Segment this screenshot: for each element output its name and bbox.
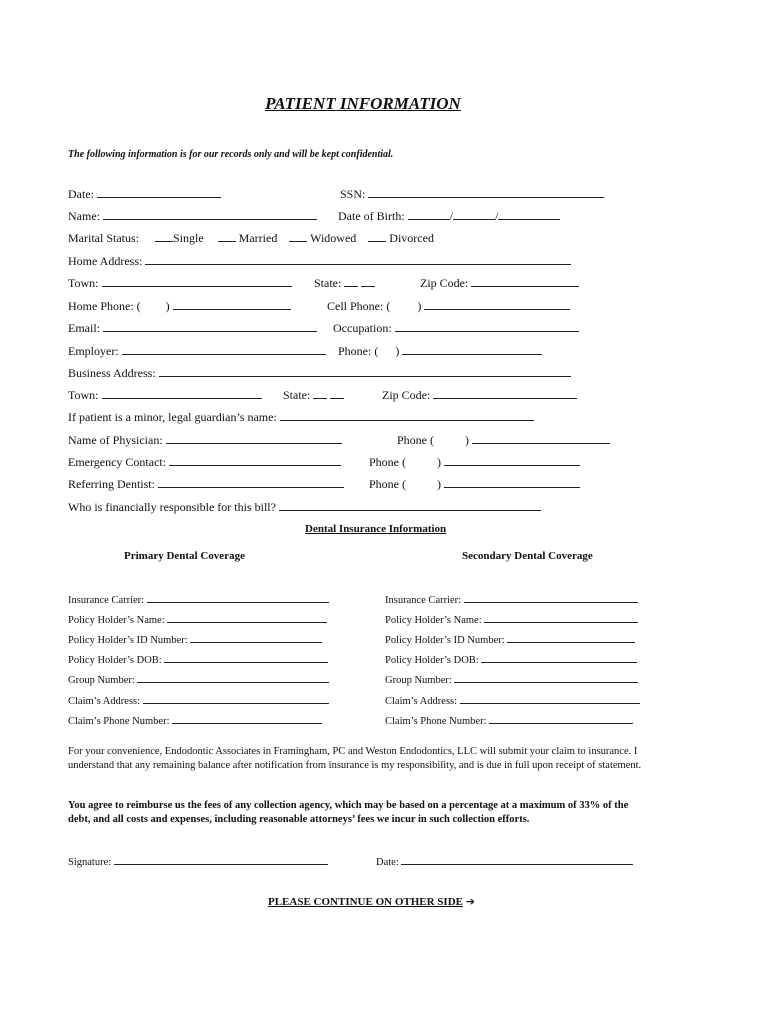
continue-note xyxy=(268,895,475,908)
town-label: Town: xyxy=(68,276,99,290)
primary-holder-name-field xyxy=(68,612,327,626)
claims-address-label: Claim’s Address: xyxy=(68,696,141,707)
dob-separator: / xyxy=(495,209,499,223)
secondary-claims-phone-input[interactable] xyxy=(489,713,633,724)
divorced-option: Divorced xyxy=(389,231,434,245)
paren-close: ) xyxy=(437,455,441,469)
primary-holder-id-field xyxy=(68,632,322,646)
business-zip-input[interactable] xyxy=(433,388,577,399)
physician-field xyxy=(68,433,342,448)
primary-carrier-field xyxy=(68,592,329,606)
widowed-option: Widowed xyxy=(310,231,357,245)
name-field xyxy=(68,209,317,224)
holder-name-label: Policy Holder’s Name: xyxy=(68,615,165,626)
state-label: State: xyxy=(314,276,342,290)
cell-phone-label: Cell Phone: ( xyxy=(327,299,391,313)
home-phone-input[interactable] xyxy=(173,299,291,310)
right-arrow-icon: ➔ xyxy=(465,895,475,908)
secondary-holder-dob-input[interactable] xyxy=(481,652,637,663)
married-checkbox[interactable] xyxy=(218,231,236,242)
page-title: PATIENT INFORMATION xyxy=(265,94,461,113)
state-field xyxy=(314,276,375,291)
holder-dob-label: Policy Holder’s DOB: xyxy=(68,655,162,666)
signature-date-input[interactable] xyxy=(401,854,633,865)
carrier-label: Insurance Carrier: xyxy=(68,595,145,606)
zip-field xyxy=(420,276,579,291)
business-state-input-1[interactable] xyxy=(313,388,327,399)
paren-close: ) xyxy=(417,299,422,313)
employer-field xyxy=(68,344,326,359)
emergency-input[interactable] xyxy=(169,455,341,466)
business-zip-label: Zip Code: xyxy=(382,388,431,402)
ssn-label: SSN: xyxy=(340,187,366,201)
employer-phone-field xyxy=(338,344,542,359)
guardian-label: If patient is a minor, legal guardian’s name: xyxy=(68,410,277,424)
primary-coverage-heading: Primary Dental Coverage xyxy=(124,550,245,562)
dob-label: Date of Birth: xyxy=(338,209,405,223)
referring-label: Referring Dentist: xyxy=(68,477,155,491)
state-input-2[interactable] xyxy=(361,276,375,287)
claims-phone-label: Claim’s Phone Number: xyxy=(385,716,487,727)
business-state-field xyxy=(283,388,344,403)
holder-dob-label: Policy Holder’s DOB: xyxy=(385,655,479,666)
referring-phone-input[interactable] xyxy=(444,477,580,488)
insurance-heading: Dental Insurance Information xyxy=(305,523,447,535)
secondary-holder-name-field xyxy=(385,612,638,626)
business-state-input-2[interactable] xyxy=(330,388,344,399)
email-field xyxy=(68,321,317,336)
secondary-holder-name-input[interactable] xyxy=(484,612,638,623)
state-input-1[interactable] xyxy=(344,276,358,287)
physician-phone-label: Phone ( xyxy=(397,433,434,447)
date-input[interactable] xyxy=(97,187,221,198)
town-field xyxy=(68,276,292,291)
emergency-label: Emergency Contact: xyxy=(68,455,167,469)
emergency-field xyxy=(68,455,341,470)
financial-input[interactable] xyxy=(279,500,541,511)
referring-input[interactable] xyxy=(158,477,344,488)
business-address-input[interactable] xyxy=(159,366,571,377)
emergency-phone-input[interactable] xyxy=(444,455,580,466)
signature-field xyxy=(68,854,328,868)
secondary-carrier-field xyxy=(385,592,638,606)
paren-close: ) xyxy=(165,299,170,313)
physician-label: Name of Physician: xyxy=(68,433,163,447)
home-phone-label: Home Phone: ( xyxy=(68,299,141,313)
primary-carrier-input[interactable] xyxy=(147,592,329,603)
single-checkbox[interactable] xyxy=(155,231,173,242)
zip-label: Zip Code: xyxy=(420,276,469,290)
convenience-paragraph: For your convenience, Endodontic Associates in Framingham, PC and Weston Endodontics, LLC will submit your claim to insurance. I understand that any remaining balance after notification from insurance is my responsibility, and is due in full upon receipt of statement. xyxy=(68,746,642,771)
secondary-holder-dob-field xyxy=(385,652,637,666)
secondary-claims-phone-field xyxy=(385,713,633,727)
business-state-label: State: xyxy=(283,388,311,402)
ssn-field xyxy=(340,187,604,202)
secondary-claims-address-input[interactable] xyxy=(460,693,640,704)
secondary-group-field xyxy=(385,672,638,686)
name-label: Name: xyxy=(68,209,100,223)
home-address-label: Home Address: xyxy=(68,254,143,268)
group-label: Group Number: xyxy=(68,675,135,686)
primary-holder-name-input[interactable] xyxy=(167,612,327,623)
business-town-input[interactable] xyxy=(102,388,262,399)
date-field xyxy=(68,187,221,202)
divorced-checkbox[interactable] xyxy=(368,231,386,242)
employer-phone-input[interactable] xyxy=(402,344,542,355)
widowed-checkbox[interactable] xyxy=(289,231,307,242)
holder-name-label: Policy Holder’s Name: xyxy=(385,615,482,626)
occupation-label: Occupation: xyxy=(333,321,392,335)
home-phone-field xyxy=(68,299,291,314)
name-input[interactable] xyxy=(103,209,317,220)
dob-year-input[interactable] xyxy=(498,209,560,220)
town-input[interactable] xyxy=(102,276,292,287)
collection-paragraph: You agree to reimburse us the fees of any collection agency, which may be based on a percentage at a maximum of 33% of the debt, and all costs and expenses, including reasonable attorneys’ fees we incur in such collection efforts. xyxy=(68,800,629,825)
cell-phone-input[interactable] xyxy=(424,299,570,310)
primary-group-field xyxy=(68,672,329,686)
paren-close: ) xyxy=(437,477,441,491)
carrier-label: Insurance Carrier: xyxy=(385,595,462,606)
secondary-carrier-input[interactable] xyxy=(464,592,638,603)
primary-holder-dob-field xyxy=(68,652,328,666)
group-label: Group Number: xyxy=(385,675,452,686)
primary-claims-address-input[interactable] xyxy=(143,693,329,704)
referring-phone-label: Phone ( xyxy=(369,477,406,491)
business-town-field xyxy=(68,388,262,403)
cell-phone-field xyxy=(327,299,570,314)
primary-claims-address-field xyxy=(68,693,329,707)
dob-field xyxy=(338,209,560,224)
primary-claims-phone-field xyxy=(68,713,322,727)
email-input[interactable] xyxy=(103,321,317,332)
primary-holder-dob-input[interactable] xyxy=(164,652,328,663)
primary-group-input[interactable] xyxy=(137,672,329,683)
dob-separator: / xyxy=(449,209,453,223)
email-label: Email: xyxy=(68,321,100,335)
business-zip-field xyxy=(382,388,577,403)
primary-claims-phone-input[interactable] xyxy=(172,713,322,724)
financial-field xyxy=(68,500,541,515)
emergency-phone-label: Phone ( xyxy=(369,455,406,469)
referring-field xyxy=(68,477,344,492)
dob-month-input[interactable] xyxy=(408,209,450,220)
secondary-holder-id-field xyxy=(385,632,635,646)
employer-phone-label: Phone: ( xyxy=(338,344,379,358)
primary-holder-id-input[interactable] xyxy=(190,632,322,643)
continue-text: PLEASE CONTINUE ON OTHER SIDE xyxy=(268,896,463,908)
business-address-label: Business Address: xyxy=(68,366,156,380)
zip-input[interactable] xyxy=(471,276,579,287)
guardian-field xyxy=(68,410,534,425)
business-address-field xyxy=(68,366,571,381)
physician-phone-input[interactable] xyxy=(472,433,610,444)
physician-input[interactable] xyxy=(166,433,342,444)
signature-input[interactable] xyxy=(114,854,328,865)
employer-label: Employer: xyxy=(68,344,119,358)
home-address-input[interactable] xyxy=(145,254,571,265)
claims-address-label: Claim’s Address: xyxy=(385,696,458,707)
holder-id-label: Policy Holder’s ID Number: xyxy=(68,635,188,646)
secondary-holder-id-input[interactable] xyxy=(507,632,635,643)
signature-date-label: Date: xyxy=(376,857,399,868)
married-option: Married xyxy=(238,231,278,245)
confidential-note: The following information is for our records only and will be kept confidential. xyxy=(68,149,394,160)
dob-day-input[interactable] xyxy=(453,209,495,220)
signature-date-field xyxy=(376,854,633,868)
ssn-input[interactable] xyxy=(368,187,604,198)
occupation-field xyxy=(333,321,579,336)
marital-status-field xyxy=(68,231,434,246)
date-label: Date: xyxy=(68,187,94,201)
secondary-claims-address-field xyxy=(385,693,640,707)
business-town-label: Town: xyxy=(68,388,99,402)
guardian-input[interactable] xyxy=(280,410,534,421)
claims-phone-label: Claim’s Phone Number: xyxy=(68,716,170,727)
paren-close: ) xyxy=(395,344,400,358)
home-address-field xyxy=(68,254,571,269)
financial-label: Who is financially responsible for this bill? xyxy=(68,500,276,514)
physician-phone-field xyxy=(397,433,610,448)
employer-input[interactable] xyxy=(122,344,326,355)
single-option: Single xyxy=(173,231,204,245)
secondary-group-input[interactable] xyxy=(454,672,638,683)
referring-phone-field xyxy=(369,477,580,492)
emergency-phone-field xyxy=(369,455,580,470)
occupation-input[interactable] xyxy=(395,321,579,332)
paren-close: ) xyxy=(465,433,469,447)
signature-label: Signature: xyxy=(68,857,112,868)
marital-status-label: Marital Status: xyxy=(68,231,139,245)
holder-id-label: Policy Holder’s ID Number: xyxy=(385,635,505,646)
secondary-coverage-heading: Secondary Dental Coverage xyxy=(462,550,593,562)
